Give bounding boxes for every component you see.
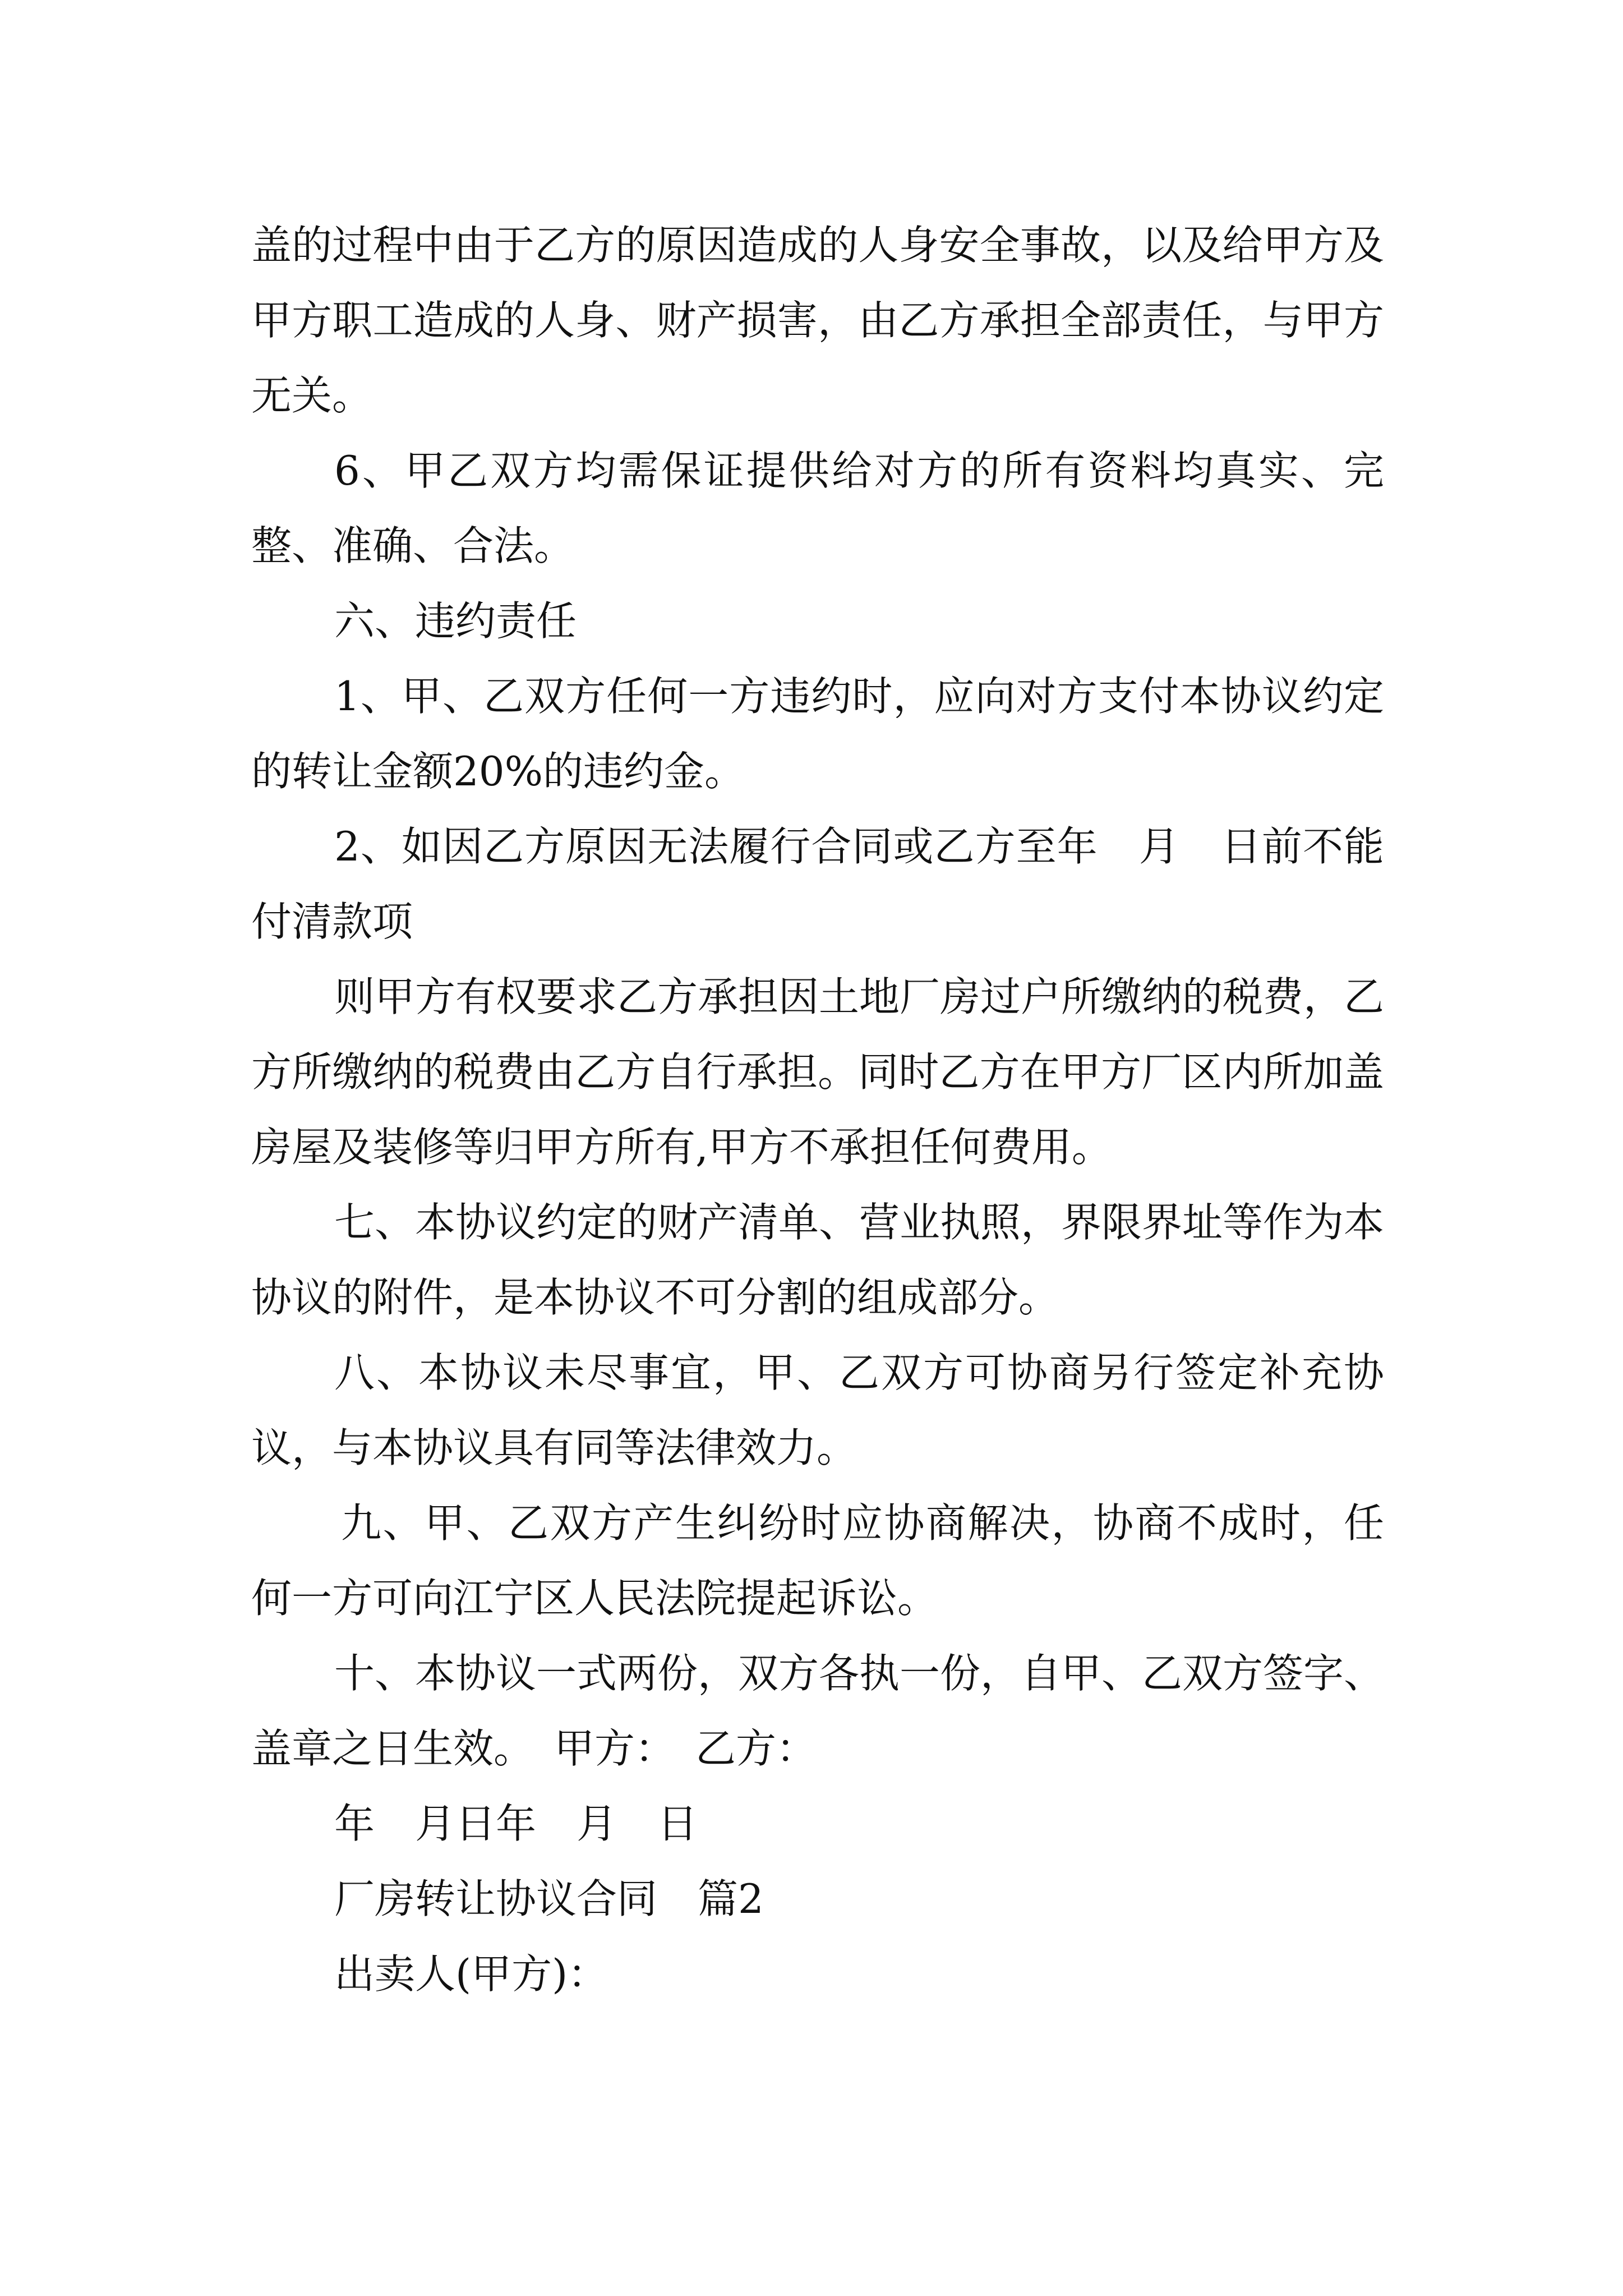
paragraph-breach-1: 1、甲、乙双方任何一方违约时，应向对方支付本协议约定的转让金额20%的违约金。 [251,673,1384,795]
paragraph-section-9: 九、甲、乙双方产生纠纷时应协商解决，协商不成时，任何一方可向江宁区人民法院提起诉讼。 [251,1499,1384,1622]
paragraph-clause-6: 6、甲乙双方均需保证提供给对方的所有资料均真实、完整、准确、合法。 [251,447,1384,569]
section-heading-breach: 六、违约责任 [334,597,577,645]
document-body [251,208,1384,2012]
paragraph-breach-2-continued: 则甲方有权要求乙方承担因土地厂房过户所缴纳的税费，乙方所缴纳的税费由乙方自行承担。同时乙方在甲方厂区内所加盖房屋及装修等归甲方所有,甲方不承担任何费用。 [251,973,1385,1171]
seller-party-label: 出卖人(甲方)： [334,1950,608,1998]
paragraph-breach-2: 2、如因乙方原因无法履行合同或乙方至年 月 日前不能付清款项 [251,823,1384,945]
paragraph-section-10: 十、本协议一式两份，双方各执一份，自甲、乙双方签字、盖章之日生效。 甲方： 乙方： [251,1650,1385,1772]
paragraph-clause-5-continued: 盖的过程中由于乙方的原因造成的人身安全事故，以及给甲方及甲方职工造成的人身、财产损害，由乙方承担全部责任，与甲方无关。 [251,222,1384,419]
paragraph-section-7: 七、本协议约定的财产清单、营业执照，界限界址等作为本协议的附件，是本协议不可分割的组成部分。 [251,1199,1385,1321]
paragraph-section-8: 八、本协议未尽事宜，甲、乙双方可协商另行签定补充协议，与本协议具有同等法律效力。 [251,1349,1384,1471]
document-subtitle: 厂房转让协议合同 篇2 [334,1875,764,1922]
signature-date-line: 年 月日年 月 日 [334,1800,698,1847]
